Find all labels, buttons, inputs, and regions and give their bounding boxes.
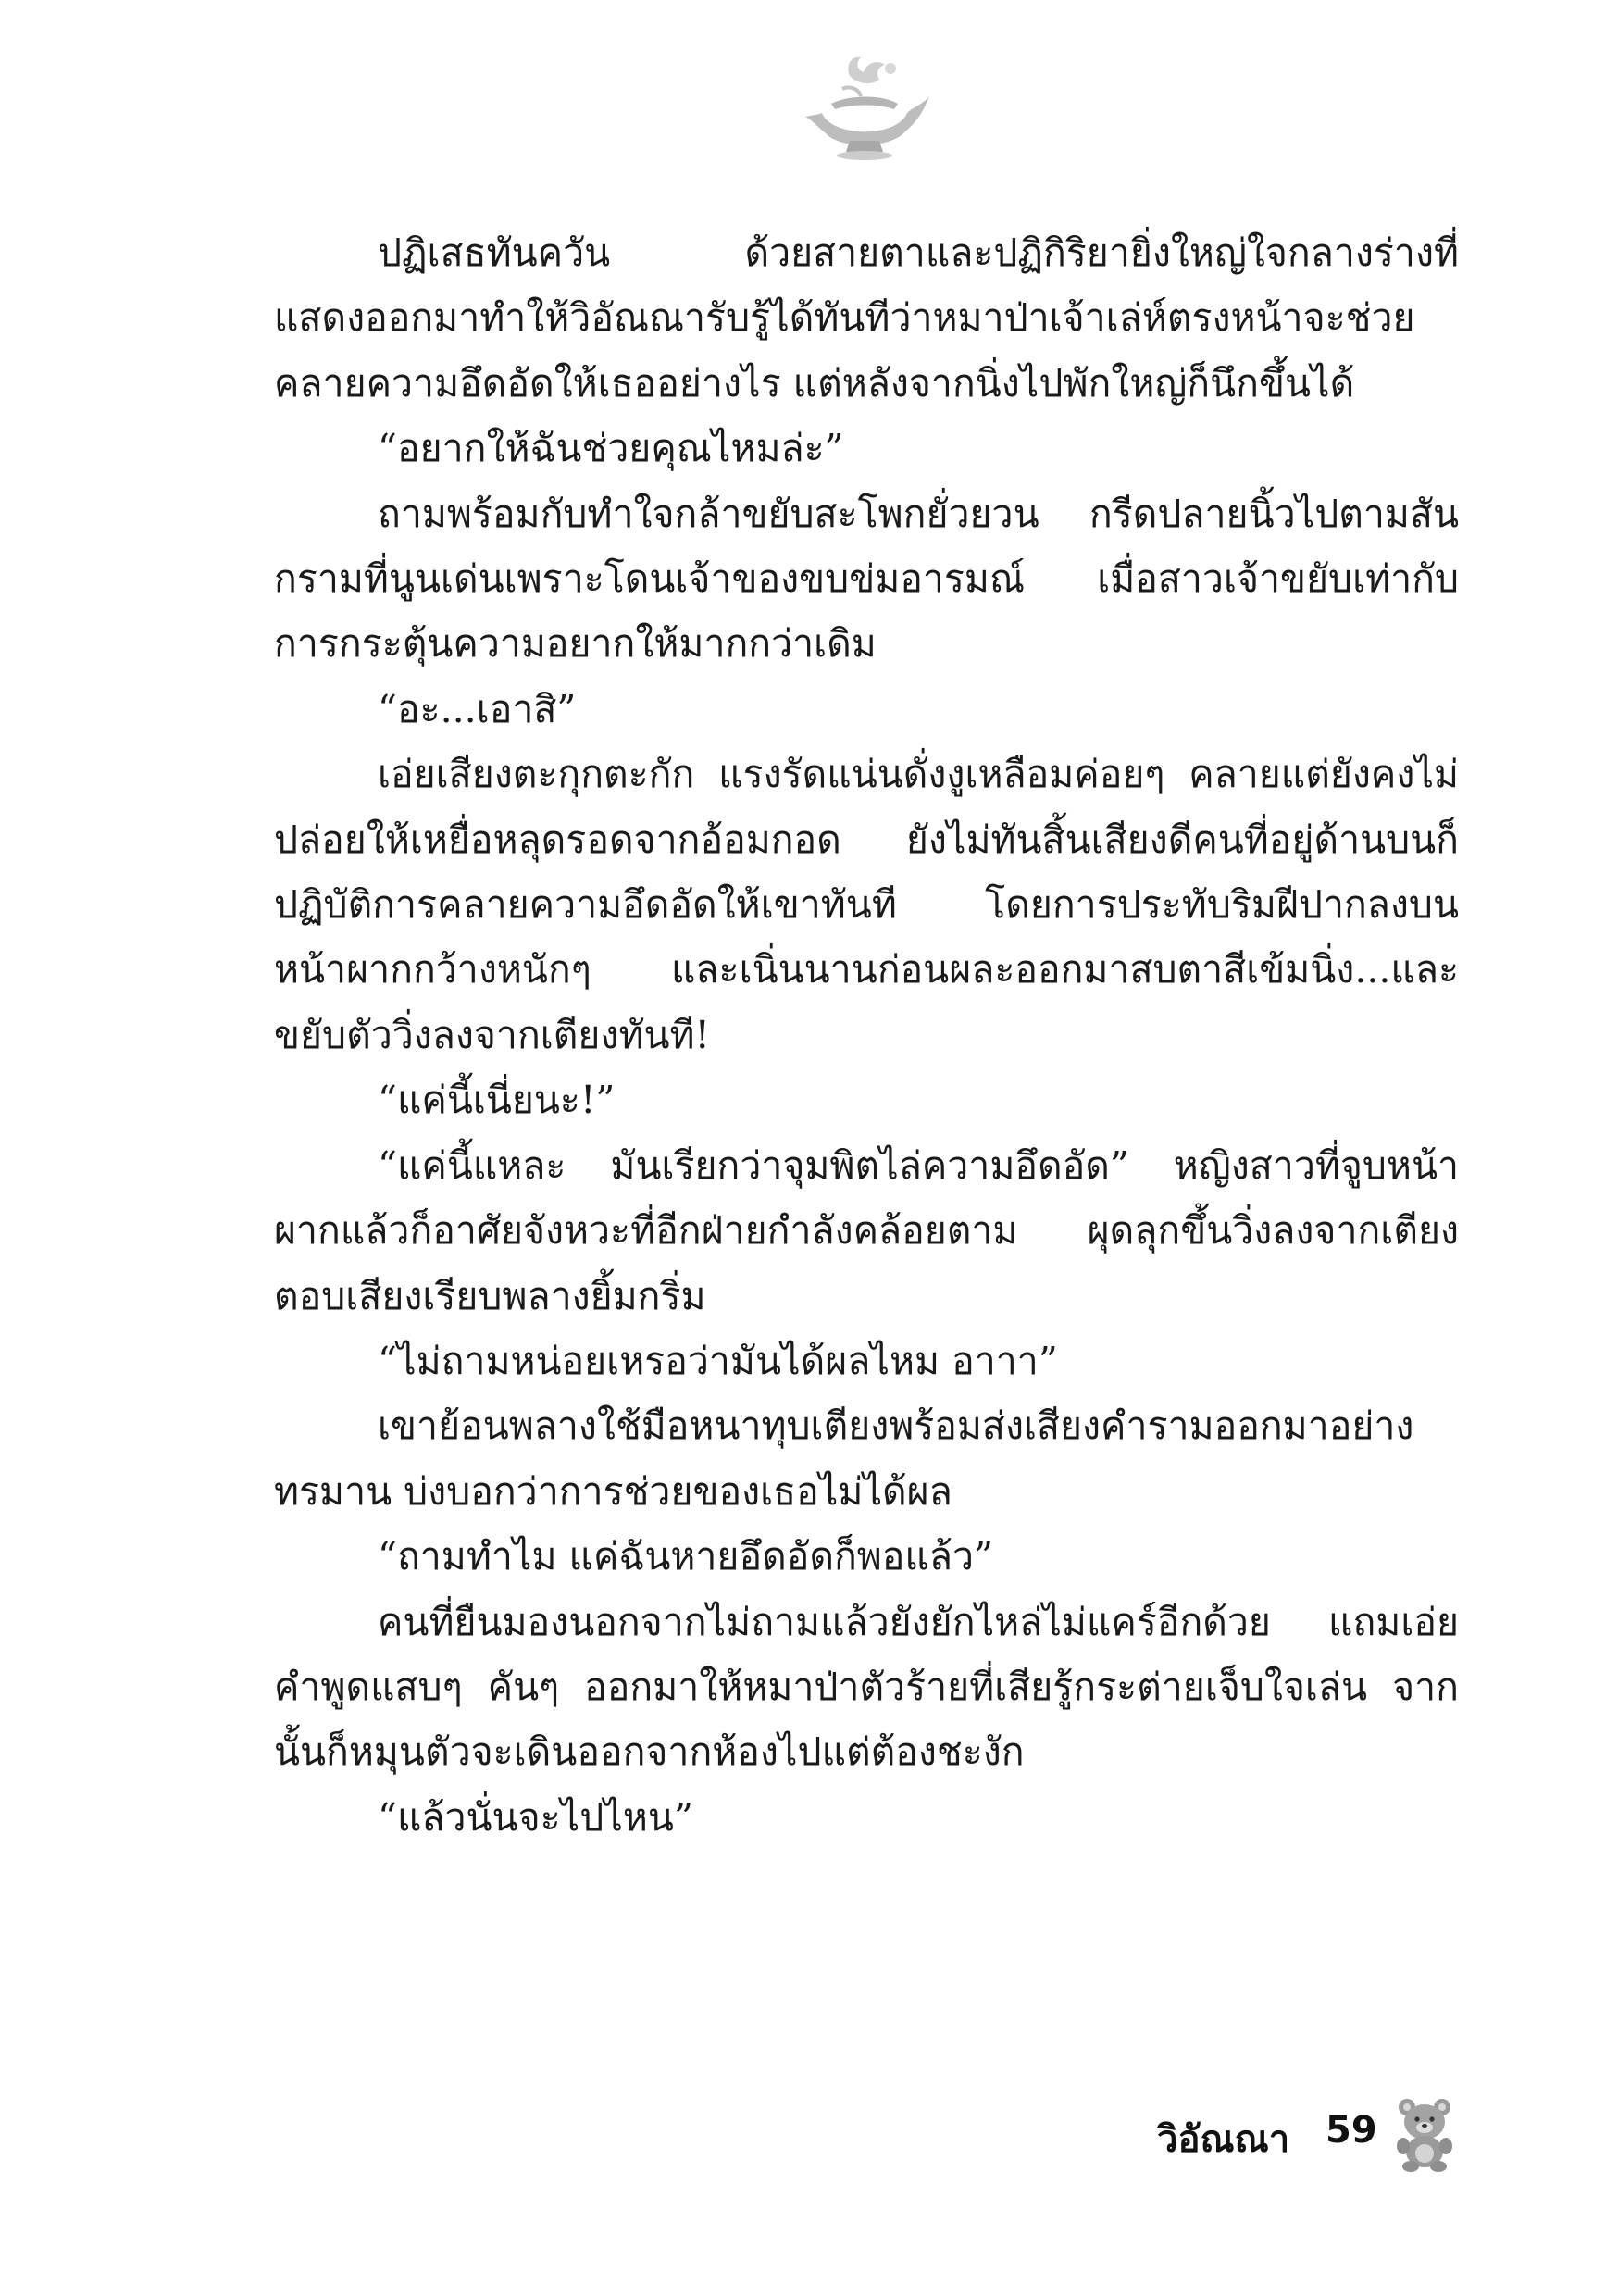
paragraph: “อยากให้ฉันช่วยคุณไหมล่ะ” [378, 426, 844, 471]
paragraph: ถามพร้อมกับทำใจกล้าขยับสะโพกยั่วยวน กรีดปลายนิ้วไปตามสันกรามที่นูนเด่นเพราะโดนเจ้าของขบข่มอารมณ์ เมื่อสาวเจ้าขยับเท่ากับการกระตุ้นความอยากให้มากกว่าเดิม [274, 491, 1459, 667]
paragraph: เขาย้อนพลางใช้มือหนาทุบเตียงพร้อมส่งเสียงคำรามออกมาอย่างทรมาน บ่งบอกว่าการช่วยของเธอไม่ได้ผล [274, 1404, 1414, 1514]
paragraph: เอ่ยเสียงตะกุกตะกัก แรงรัดแน่นดั่งงูเหลือมค่อยๆ คลายแต่ยังคงไม่ปล่อยให้เหยื่อหลุดรอดจากอ้อมกอด ยังไม่ทันสิ้นเสียงดีคนที่อยู่ด้านบนก็ปฏิบัติการคลายความอึดอัดให้เขาทันที โดยการประทับริมฝีปากลงบนหน้าผากกว้างหนักๆ และเนิ่นนานก่อนผละออกมาสบตาสีเข้มนิ่ง...และขยับตัววิ่งลงจากเตียงทันที! [274, 752, 1459, 1057]
book-title: วิอัณณา [1157, 2118, 1290, 2161]
genie-lamp-icon [794, 48, 933, 168]
paragraph: “อะ...เอาสิ” [378, 686, 577, 731]
paragraph: “แค่นี้เนี่ยนะ!” [378, 1078, 616, 1123]
paragraph: “ไม่ถามหน่อยเหรอว่ามันได้ผลไหม อาาา” [378, 1338, 1058, 1383]
paragraph: “แล้วนั่นจะไปไหน” [378, 1794, 693, 1840]
page-number: 59 [1326, 2109, 1377, 2152]
teddy-bear-icon [1392, 2094, 1457, 2172]
paragraph: คนที่ยืนมองนอกจากไม่ถามแล้วยังยักไหล่ไม่แคร์อีกด้วย แถมเอ่ยคำพูดแสบๆ คันๆ ออกมาให้หมาป่าตัวร้ายที่เสียรู้กระต่ายเจ็บใจเล่น จากนั้นก็หมุนตัวจะเดินออกจากห้องไปแต่ต้องชะงัก [274, 1599, 1459, 1775]
paragraph: ปฏิเสธทันควัน ด้วยสายตาและปฏิกิริยายิ่งใหญ่ใจกลางร่างที่แสดงออกมาทำให้วิอัณณารับรู้ได้ทันทีว่าหมาป่าเจ้าเล่ห์ตรงหน้าจะช่วยคลายความอึดอัดให้เธออย่างไร แต่หลังจากนิ่งไปพักใหญ่ก็นึกขึ้นได้ [274, 231, 1459, 406]
paragraph: “แค่นี้แหละ มันเรียกว่าจุมพิตไล่ความอึดอัด” หญิงสาวที่จูบหน้าผากแล้วก็อาศัยจังหวะที่อีกฝ่ายกำลังคล้อยตาม ผุดลุกขึ้นวิ่งลงจากเตียงตอบเสียงเรียบพลางยิ้มกริ่ม [274, 1142, 1459, 1318]
page-footer [1120, 2081, 1435, 2192]
paragraph: “ถามทำไม แค่ฉันหายอึดอัดก็พอแล้ว” [378, 1534, 993, 1579]
chapter-body-text [274, 220, 1459, 1850]
